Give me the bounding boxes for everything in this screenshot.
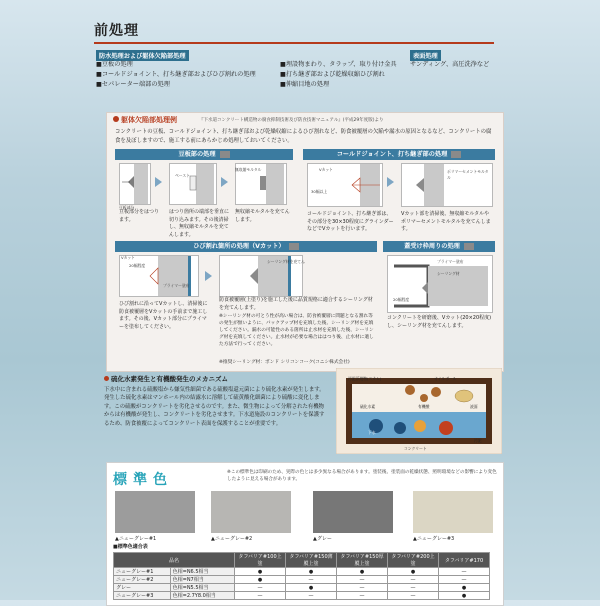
page-title: 前処理 [94,23,139,39]
fig4-lbl-b: シーリング材 [437,271,460,276]
cell: ● [235,568,286,576]
cell: 色相=2.7Y8.0相当 [170,592,234,600]
cell: — [286,576,337,584]
mech-body: 下水中に含まれる硫酸塩から嫌気性細菌である硫酸塩還元菌により硫化水素が発生します。発生した硫化水素はマンホール内の結露水に溶解して硫黄酸化細菌により硫酸に変化します。この硫酸がコンクリートを劣化させるのです。また、微生物によって分解された有機物からは有機酸が発生し、コンクリートを劣化させます。下水道施設のコンクリートを保護するため、防食被覆によってコンクリート表面を保護することが重要です。 [104,387,325,427]
defect-panel [106,112,504,372]
cell: ニューグレー#1 [114,568,171,576]
page [88,14,508,599]
col-header: 品名 [114,553,235,568]
table-row [114,576,490,584]
fig1-lbl-c: 無収縮モルタル [235,167,262,172]
mech-title [104,374,228,383]
cell: ニューグレー#2 [114,576,171,584]
fig3-diagram-a [119,255,199,297]
mech-lbl-sewer: 下水 [368,430,376,435]
fig2-lbl-a: Vカット [319,167,333,172]
cell: — [235,584,286,592]
wall-icon [451,151,461,158]
arrow-icon [205,271,212,281]
cell: — [388,592,439,600]
mech-lbl-concrete: コンクリート [404,446,427,451]
table-row [114,584,490,592]
fig3-lbl-c: プライマー塗布 [163,283,190,288]
crack-icon [120,256,198,296]
mech-lbl-h2s: 硫化水素 [360,404,376,409]
table-row [114,568,490,576]
cell: ● [286,568,337,576]
fig3-head-text: ひび割れ箇所の処理（Vカット） [193,243,285,250]
col-header: タフバリア#170 [439,553,490,568]
fig1-head-text: 豆板部の処理 [178,151,216,158]
fig1-diagram-b [169,163,217,205]
col2-item-2: ■伸縮目地の処理 [280,81,330,88]
col1-head: 防水処理および躯体欠陥部処理 [96,50,189,61]
cell: — [439,568,490,576]
std-title: 標準色 [113,472,173,488]
standard-color-section [106,462,504,606]
mech-lbl-scum: 汚泥浮遊物(スカム) [348,376,382,381]
fig4-head [383,241,495,252]
fig3-text4: ※シーリング材の可とう性が高い場合は、防食被覆層に問題となる割れ等の発生が無いように、バックアップ材を充填した後、シーリング材を充填してください。漏水の可能性のある箇所は止水材を充填した後、シーリング材を充填してください。止水材が必要な場合ははつり後、止水材に適した方法で行ってください。 [219,314,374,347]
cell: 色相=N7相当 [170,576,234,584]
arrow-icon [387,177,394,187]
fig1-text3: 無収縮モルタルを充てんします。 [235,209,290,223]
col-header: タフバリア#150厚膜上塗 [337,553,388,568]
fig4-text1: コンクリートを研磨後、Vカット(20×20程度)し、シーリング材を充てんします。 [387,315,492,329]
arrow-icon [221,177,228,187]
color-table [113,552,490,600]
fig2-text1: コールドジョイント、打ち継ぎ部は、その部分を30×30程度にグラインダーなどでVカットを行います。 [307,211,394,232]
fig3-text1: ひび割れに沿ってVカットし、清掃後に防食被覆層をVカットの手前まで施工します。その後、Vカット部分にプライマーを塗布してください。 [119,301,208,330]
cell: 色相=N5.5相当 [170,584,234,592]
cell: — [337,592,388,600]
table-row [114,592,490,600]
table-header-row [114,553,490,568]
swatch-label-0: ▲ニューグレー#1 [115,536,157,542]
cell: — [235,592,286,600]
panel-note: 『下水道コンクリート構造物の腐食抑制技術及び防食技術マニュアル』(平成29年度版)より [199,118,384,123]
fig1-lbl-b: ペースト [175,173,190,178]
swatch-label-1: ▲ニューグレー#2 [211,536,253,542]
col3-item-0: サンディング、高圧洗浄など [410,61,490,68]
fig1-diagram-a [119,163,151,205]
fig4-lbl-c: 20幅程度 [393,297,410,302]
cell: ニューグレー#3 [114,592,171,600]
concrete-section-icon [170,164,216,204]
mech-lbl-acid: 有機酸 [418,404,430,409]
wall-icon [464,243,474,250]
table-title: ■標準色適合表 [113,544,148,550]
fig2-lbl-c: ポリマーセメントモルタル [447,169,489,180]
panel-bullet-icon [113,116,119,122]
mech-lbl-oil: オイルボール [434,376,457,381]
fig4-lbl-a: プライマー塗布 [437,259,464,264]
swatch-1 [211,491,291,533]
cell: — [337,584,388,592]
cell: ● [439,584,490,592]
col-header: タフバリア#200上塗 [388,553,439,568]
mechanism-section [104,374,502,454]
cell: グレー [114,584,171,592]
cell: — [286,592,337,600]
arrow-icon [155,177,162,187]
std-note: ※この標準色は印刷のため、実際の色とは多少異なる場合があります。塗装後、塗装面の乾燥状態、照明環境などの影響により変色したように見える場合があります。 [227,470,497,482]
fig3-text2: 防食被覆層(上塗り)を施工した後に品質規格に適合するシーリング材を充てんします。 [219,297,373,311]
fig2-head [303,149,495,160]
swatch-3 [413,491,493,533]
panel-title-text: 躯体欠陥部処理例 [121,116,177,124]
cell: — [388,576,439,584]
cell: — [388,584,439,592]
col-header: タフバリア#100上塗 [235,553,286,568]
col-header: タフバリア#150薄膜上塗 [286,553,337,568]
fig3-lbl-b: 20幅程度 [129,263,146,268]
cell: ● [337,568,388,576]
mech-lbl-water: 汚泥 [474,438,482,443]
panel-title [113,115,177,125]
col1-item-1: ■コールドジョイント、打ち継ぎ部およびひび割れの処理 [96,71,256,78]
cell: 色相=N6.5相当 [170,568,234,576]
wall-icon [289,243,299,250]
title-underline [94,42,494,44]
cell: — [337,576,388,584]
col1-item-2: ■セパレーター端部の処理 [96,81,170,88]
concrete-section-icon [120,164,150,204]
fig2-text2: Vカット部を清掃後、無収縮モルタルやポリマーセメントモルタルを充てんします。 [401,211,491,232]
mech-lbl-surface: 液面 [470,404,478,409]
swatch-0 [115,491,195,533]
fig1-text1: 豆板部分をはつります。 [119,209,160,223]
fig3-lbl-a: Vカット [121,255,135,260]
swatch-2 [313,491,393,533]
col2-item-0: ■埋設物まわり、タラップ、取り付け金具 [280,61,397,68]
cell: ● [235,576,286,584]
fig1-lbl-a: 豆板部分 [119,205,135,210]
fig3-head [115,241,377,252]
col3-head: 表面処理 [410,50,441,61]
mech-title-text: 硫化水素発生と有機酸発生のメカニズム [111,375,228,383]
fig1-head [115,149,293,160]
mech-bullet-icon [104,376,109,381]
fig1-text2: はつり箇所の端部を垂直に切り込みます。その後清掃し、無収縮モルタルを充てんします。 [169,209,230,238]
cell: ● [286,584,337,592]
fig2-head-text: コールドジョイント、打ち継ぎ部の処理 [336,151,448,158]
fig2-lbl-b: 30幅以上 [311,189,328,194]
fig3-lbl-d: シーリング材を充てん [267,259,305,264]
fig4-head-text: 蓋受け枠周りの処理 [404,243,460,250]
cell: ● [439,592,490,600]
col2-item-1: ■打ち継ぎ部および乾燥収縮ひび割れ [280,71,385,78]
fig3-notice: ※推奨シーリング材：ボンド シリコンコーク(コニシ株式会社) [219,360,350,365]
swatch-label-3: ▲ニューグレー#3 [413,536,455,542]
cell: ● [388,568,439,576]
col1-item-0: ■豆板の処理 [96,61,133,68]
panel-body: コンクリートの豆板、コールドジョイント、打ち継ぎ部および乾燥収縮によるひび割れなど、防食被覆層の欠陥や漏水の原因となるなど、コンクリートの腐食を及ぼしますので、施工する前にあらかじめ処理しておいてください。 [115,129,492,144]
cell: — [439,576,490,584]
wall-icon [220,151,230,158]
swatch-label-2: ▲グレー [313,536,332,542]
